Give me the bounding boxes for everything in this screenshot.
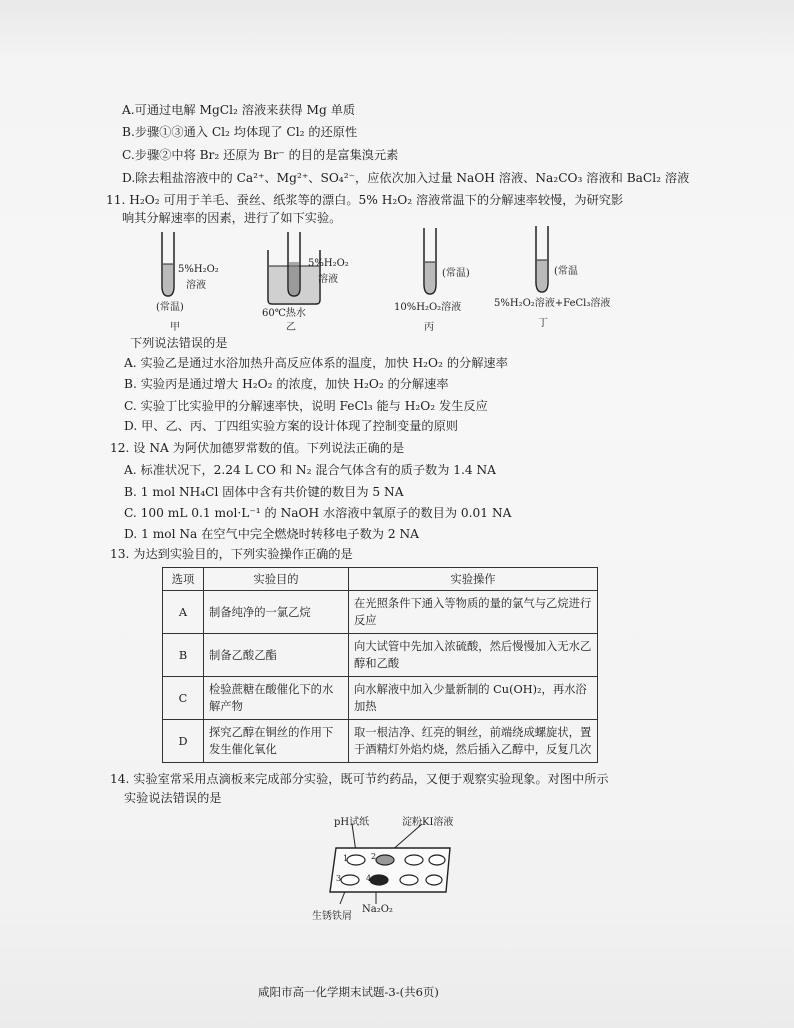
well-1 (347, 855, 365, 865)
q12-option-a: A. 标准状况下，2.24 L CO 和 N₂ 混合气体含有的质子数为 1.4 NA (124, 463, 496, 477)
row-operation: 向水解液中加入少量新制的 Cu(OH)₂，再水浴加热 (349, 677, 598, 720)
header-option: 选项 (163, 568, 204, 591)
q11-option-c: C. 实验丁比实验甲的分解速率快，说明 FeCl₃ 能与 H₂O₂ 发生反应 (124, 399, 488, 413)
q10-option-a: A.可通过电解 MgCl₂ 溶液来获得 Mg 单质 (122, 103, 356, 117)
table-row (163, 720, 598, 763)
row-option: C (163, 677, 204, 720)
row-aim: 检验蔗糖在酸催化下的水解产物 (204, 677, 349, 720)
table-row (163, 677, 598, 720)
row-operation: 在光照条件下通入等物质的量的氯气与乙烷进行反应 (349, 591, 598, 634)
row-operation: 取一根洁净、红亮的铜丝，前端绕成螺旋状，置于酒精灯外焰灼烧，然后插入乙醇中，反复几次 (349, 720, 598, 763)
q11-option-a: A. 实验乙是通过水浴加热升高反应体系的温度，加快 H₂O₂ 的分解速率 (124, 356, 508, 370)
fig-bing-solution: 10%H₂O₂溶液 (394, 302, 462, 313)
q12-option-d: D. 1 mol Na 在空气中完全燃烧时转移电子数为 2 NA (124, 527, 419, 541)
q11-experiment-figure (140, 222, 640, 332)
row-aim: 探究乙醇在铜丝的作用下发生催化氧化 (204, 720, 349, 763)
fig-yi-condition: 60℃热水 (262, 308, 306, 319)
q11-stem-line1: 11. H₂O₂ 可用于羊毛、蚕丝、纸浆等的漂白。5% H₂O₂ 溶液常温下的分解速率较慢，为研究影 (106, 193, 624, 207)
fig-yi-solution: 5%H₂O₂ (308, 258, 349, 269)
fig-bing-condition: (常温) (442, 268, 470, 279)
header-aim: 实验目的 (204, 568, 349, 591)
q10-option-b: B.步骤①③通入 Cl₂ 均体现了 Cl₂ 的还原性 (122, 125, 358, 139)
page-footer: 咸阳市高一化学期末试题-3-(共6页) (258, 985, 439, 999)
well-2 (376, 855, 394, 865)
label-ph-paper: pH试纸 (334, 817, 370, 828)
fig-jia-name: 甲 (170, 322, 180, 333)
well-number-1: 1 (343, 854, 349, 863)
q13-table (162, 567, 598, 763)
header-operation: 实验操作 (349, 568, 598, 591)
fig-ding-solution: 5%H₂O₂溶液+FeCl₃溶液 (494, 298, 611, 309)
q10-option-c: C.步骤②中将 Br₂ 还原为 Br⁻ 的目的是富集溴元素 (122, 148, 399, 162)
q11-option-b: B. 实验丙是通过增大 H₂O₂ 的浓度，加快 H₂O₂ 的分解速率 (124, 377, 449, 391)
table-row (163, 634, 598, 677)
fig-jia-solution2: 溶液 (186, 280, 206, 291)
well-number-4: 4 (366, 874, 372, 883)
well-3 (341, 875, 359, 885)
q11-option-d: D. 甲、乙、丙、丁四组实验方案的设计体现了控制变量的原则 (124, 419, 458, 433)
fig-yi-solution2: 溶液 (318, 274, 338, 285)
well-number-3: 3 (336, 874, 342, 883)
table-row (163, 591, 598, 634)
fig-ding-name: 丁 (538, 318, 548, 329)
label-rusty-iron: 生锈铁屑 (312, 911, 352, 922)
q14-stem-line1: 14. 实验室常采用点滴板来完成部分实验，既可节约药品，又便于观察实验现象。对图中所示 (110, 772, 609, 786)
row-option: A (163, 591, 204, 634)
row-aim: 制备乙酸乙酯 (204, 634, 349, 677)
well-4 (370, 875, 388, 885)
label-na2o2: Na₂O₂ (362, 904, 393, 915)
fig-jia-condition: (常温) (156, 302, 184, 313)
fig-ding-condition: (常温 (554, 266, 578, 277)
row-option: D (163, 720, 204, 763)
row-option: B (163, 634, 204, 677)
fig-jia-solution: 5%H₂O₂ (178, 264, 219, 275)
q13-stem: 13. 为达到实验目的，下列实验操作正确的是 (110, 547, 353, 561)
test-tube-bing (424, 228, 436, 294)
q12-option-c: C. 100 mL 0.1 mol·L⁻¹ 的 NaOH 水溶液中氧原子的数目为 0.01 NA (124, 506, 512, 520)
row-operation: 向大试管中先加入浓硫酸，然后慢慢加入无水乙醇和乙酸 (349, 634, 598, 677)
test-tube-jia (162, 232, 174, 296)
q12-stem: 12. 设 NA 为阿伏加德罗常数的值。下列说法正确的是 (110, 441, 405, 455)
q10-option-d: D.除去粗盐溶液中的 Ca²⁺、Mg²⁺、SO₄²⁻，应依次加入过量 NaOH 溶液、Na₂CO₃ 溶液和 BaCl₂ 溶液 (122, 171, 690, 185)
fig-yi-name: 乙 (286, 322, 296, 333)
q14-stem-line2: 实验说法错误的是 (124, 791, 222, 805)
well-number-2: 2 (371, 852, 377, 861)
label-starch-ki: 淀粉KI溶液 (402, 817, 454, 828)
fig-bing-name: 丙 (424, 322, 434, 333)
q11-question: 下列说法错误的是 (130, 336, 228, 350)
q12-option-b: B. 1 mol NH₄Cl 固体中含有共价键的数目为 5 NA (124, 485, 404, 499)
test-tube-ding (536, 226, 548, 292)
table-header-row (163, 568, 598, 591)
row-aim: 制备纯净的一氯乙烷 (204, 591, 349, 634)
q11-stem-line2: 响其分解速率的因素，进行了如下实验。 (122, 211, 342, 225)
